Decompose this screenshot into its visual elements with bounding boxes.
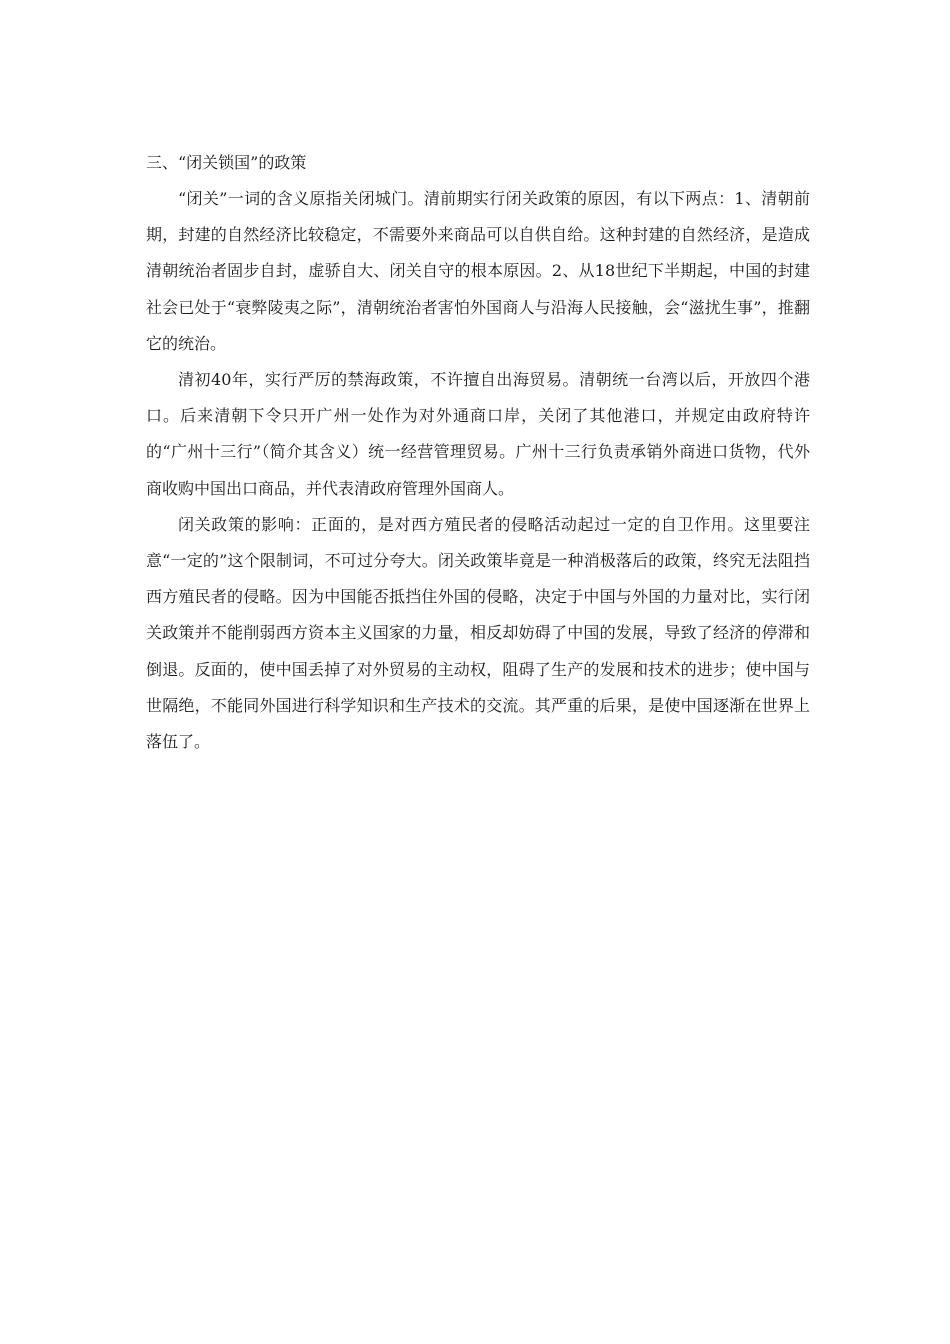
paragraph-policy: 清初40年，实行严厉的禁海政策，不许擅自出海贸易。清朝统一台湾以后，开放四个港口。后来清朝下令只开广州一处作为对外通商口岸，关闭了其他港口，并规定由政府特许的“广州十三行”（简介其含义）统一经营管理贸易。广州十三行负责承销外商进口货物，代外商收购中国出口商品，并代表清政府管理外国商人。 — [146, 370, 810, 498]
section-heading: 三、“闭关锁国”的政策 — [146, 153, 307, 172]
paragraph-impact: 闭关政策的影响：正面的，是对西方殖民者的侵略活动起过一定的自卫作用。这里要注意“一定的”这个限制词，不可过分夸大。闭关政策毕竟是一种消极落后的政策，终究无法阻挡西方殖民者的侵略。因为中国能否抵挡住外国的侵略，决定于中国与外国的力量对比，实行闭关政策并不能削弱西方资本主义国家的力量，相反却妨碍了中国的发展，导致了经济的停滞和倒退。反面的，使中国丢掉了对外贸易的主动权，阻碍了生产的发展和技术的进步；使中国与世隔绝，不能同外国进行科学知识和生产技术的交流。其严重的后果，是使中国逐渐在世界上落伍了。 — [146, 514, 810, 752]
paragraph-causes: “闭关”一词的含义原指关闭城门。清前期实行闭关政策的原因，有以下两点：1、清朝前期，封建的自然经济比较稳定，不需要外来商品可以自供自给。这种封建的自然经济，是造成清朝统治者固步自封，虚骄自大、闭关自守的根本原因。2、从18世纪下半期起，中国的封建社会已处于“衰弊陵夷之际”，清朝统治者害怕外国商人与沿海人民接触，会“滋扰生事”，推翻它的统治。 — [146, 189, 810, 353]
document-body — [146, 145, 810, 760]
